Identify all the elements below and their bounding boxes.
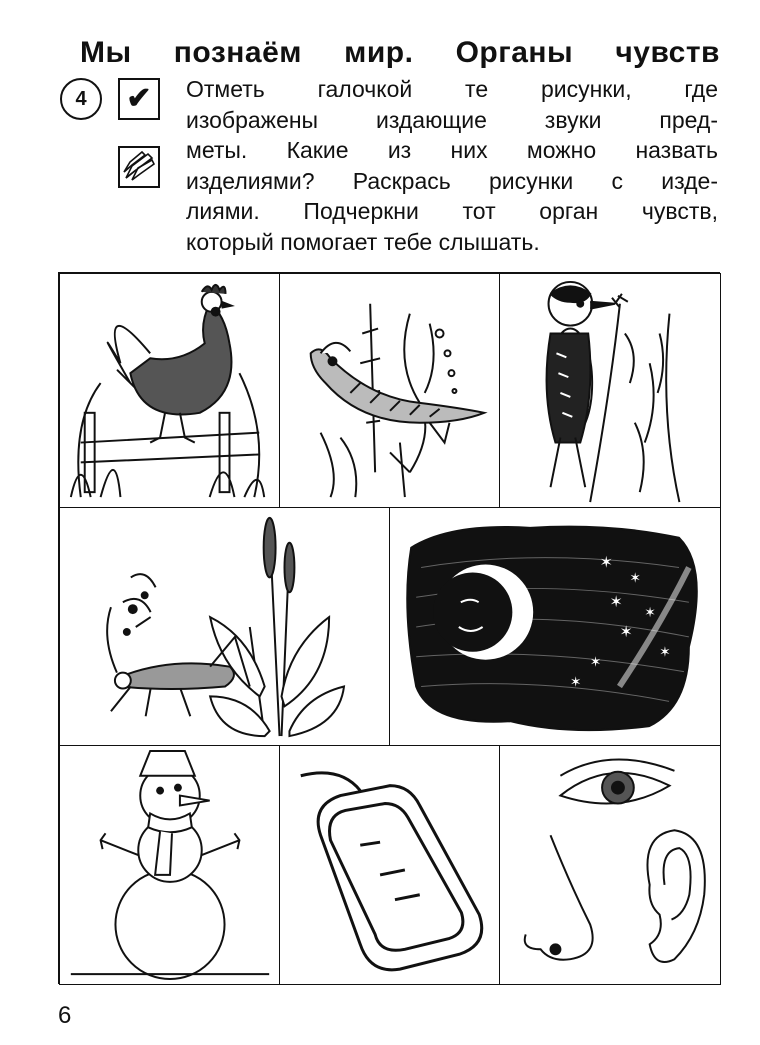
instruction-line: изделиями? Раскрась рисунки с изде- — [186, 167, 718, 194]
instruction-line: изображены издающие звуки пред- — [186, 106, 718, 133]
page-number: 6 — [58, 1002, 72, 1029]
instruction-line: Отметь галочкой те рисунки, где — [186, 76, 718, 102]
picture-cell-rooster[interactable] — [59, 273, 281, 509]
title-word: чувств — [615, 36, 720, 69]
picture-cell-pike[interactable] — [279, 273, 501, 509]
svg-text:✶: ✶ — [619, 621, 633, 641]
svg-text:✶: ✶ — [644, 605, 656, 622]
svg-text:✶: ✶ — [599, 552, 613, 572]
picture-cell-woodpecker[interactable] — [499, 273, 721, 509]
svg-text:✶: ✶ — [629, 570, 642, 587]
moon-night-icon — [390, 508, 720, 746]
rooster-icon — [60, 274, 280, 508]
svg-text:✶: ✶ — [569, 674, 582, 691]
instruction-line: лиями. Подчеркни тот орган чувств, — [186, 198, 718, 224]
picture-cell-grasshopper[interactable] — [59, 507, 391, 747]
page-title — [80, 36, 720, 76]
picture-cell-senses[interactable] — [499, 745, 721, 985]
eye-nose-ear-icon — [500, 746, 720, 984]
picture-cell-telephone[interactable] — [279, 745, 501, 985]
checkmark-icon: ✔ — [118, 78, 160, 120]
instruction-line: меты. Какие из них можно назвать — [186, 137, 718, 163]
picture-grid — [58, 272, 720, 984]
grasshopper-icon — [60, 508, 390, 746]
svg-text:✶: ✶ — [609, 592, 623, 612]
snowman-icon — [60, 746, 280, 984]
task-number-badge: 4 — [60, 78, 102, 120]
title-word: Мы — [80, 36, 132, 69]
title-word: Органы — [455, 36, 574, 69]
pencils-icon — [118, 146, 160, 188]
fish-icon — [280, 274, 500, 508]
picture-cell-moon[interactable] — [389, 507, 721, 747]
task-instruction — [186, 74, 718, 257]
svg-text:✶: ✶ — [659, 644, 671, 661]
woodpecker-icon — [500, 274, 720, 508]
picture-cell-snowman[interactable] — [59, 745, 281, 985]
instruction-line: который помогает тебе слышать. — [186, 228, 540, 255]
svg-text:✶: ✶ — [589, 654, 602, 671]
title-word: мир. — [344, 36, 414, 69]
telephone-handset-icon — [280, 746, 500, 984]
title-word: познаём — [173, 36, 302, 69]
